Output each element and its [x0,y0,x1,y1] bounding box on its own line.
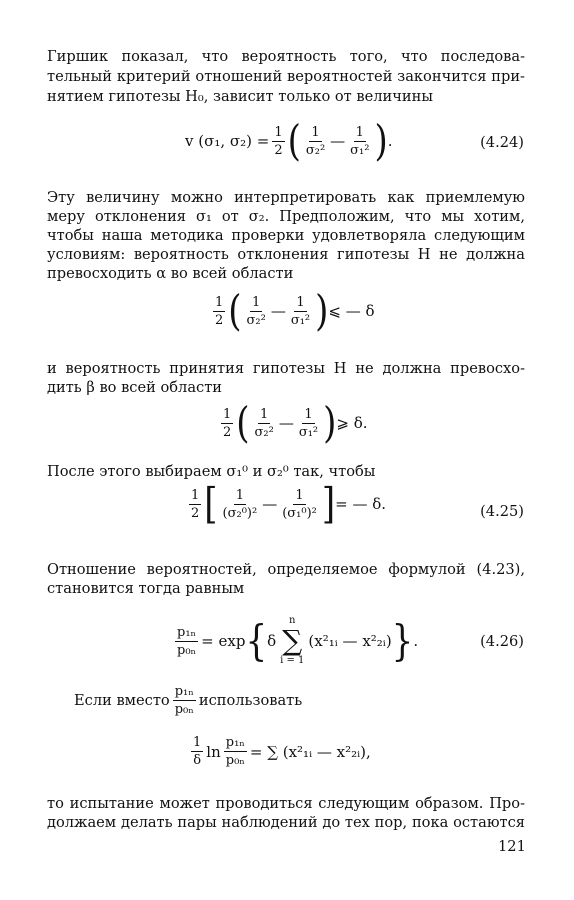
eq-log-ratio [224,735,247,768]
eq-4-25-half-num: 1 [191,487,200,503]
eq-4-26-tail: . [413,632,419,650]
ineq-2-t1-num: 1 [260,406,269,422]
sum-lower-limit: i = 1 [280,655,305,666]
eq-4-26-ratio-num: p₁ₙ [177,624,197,640]
ineq-2-t2-num: 1 [304,406,313,422]
ineq-2-term-2 [297,407,320,440]
ineq-2-t2-den: σ₁² [298,424,319,440]
eq-4-25-t1-den: (σ₂⁰)² [222,505,258,521]
ineq-1-half-den: 2 [215,312,224,328]
paragraph-5-line-2: становится тогда равным [47,580,245,597]
eq-4-26-ratio [175,625,198,658]
ineq-2-minus: — [278,414,294,432]
sigma-symbol: ∑ [282,624,303,657]
ineq-2-half-den: 2 [223,424,232,440]
ineq-1-t2-den: σ₁² [290,312,311,328]
eq-4-25-half-den: 2 [191,505,200,521]
eq-4-24-half-num: 1 [274,124,283,140]
ineq-1-term-1 [245,295,268,328]
paragraph-6-before: Если вместо [74,692,170,709]
equation-4-24 [185,116,393,166]
right-paren: ) [315,286,329,336]
equation-4-25 [186,479,387,529]
equation-number-4-24: (4.24) [480,134,524,151]
eq-4-24-term-2 [348,125,371,158]
paragraph-1-line-3: нятием гипотезы H₀, зависит только от величины [47,88,433,105]
ineq-2-relation: ⩾ δ. [336,414,368,432]
eq-4-24-tail: . [387,132,393,150]
eq-4-26-delta: δ [267,632,277,650]
eq-4-25-term-1 [221,488,260,521]
paragraph-1-line-2: тельный критерий отношений вероятностей закончится при- [47,68,525,85]
eq-4-25-term-2 [280,488,319,521]
ineq-2-half [221,407,233,440]
eq-4-24-t2-num: 1 [355,124,364,140]
ineq-1-half [213,295,225,328]
eq-4-25-t1-num: 1 [235,487,245,503]
paragraph-5-line-1: Отношение вероятностей, определяемое формулой (4.23), [47,561,525,578]
eq-4-24-half [272,125,284,158]
paragraph-6-ratio-num: p₁ₙ [174,684,194,699]
right-paren: ) [323,398,337,448]
eq-log-ratio-den: p₀ₙ [225,753,245,768]
ineq-1-half-num: 1 [215,294,224,310]
right-brace: } [391,616,414,666]
left-paren: ( [228,286,242,336]
paragraph-2-line-2: меру отклонения σ₁ от σ₂. Предположим, что мы хотим, [47,208,525,225]
paragraph-2-line-5: превосходить α во всей области [47,265,294,282]
eq-log-ln: ln [206,742,221,761]
eq-4-26-term: (x²₁ᵢ — x²₂ᵢ) [308,632,392,650]
equation-4-26 [172,615,418,667]
eq-4-24-t1-den: σ₂² [305,142,326,158]
inequality-2 [218,398,368,448]
eq-log-coef [191,735,203,768]
eq-4-24-term-1 [304,125,327,158]
equation-log [188,735,371,768]
paragraph-2-line-4: условиям: вероятность отклонения гипотезы H не должна [47,246,525,263]
eq-4-24-t2-den: σ₁² [350,142,370,158]
ineq-1-relation: ⩽ — δ [328,302,375,320]
eq-4-25-relation: = — δ. [335,495,387,513]
summation [280,615,304,667]
eq-4-26-exp: = exp [201,632,246,650]
sum-upper-limit: n [289,615,296,626]
page-number: 121 [498,838,526,855]
left-brace: { [245,616,268,666]
eq-4-25-minus: — [262,495,278,513]
paragraph-2-line-3: чтобы наша методика проверки удовлетворяла следующим [47,227,525,244]
paragraph-6-after: использовать [198,692,303,709]
eq-4-25-half [189,488,201,521]
eq-log-ratio-num: p₁ₙ [225,735,245,750]
paragraph-2-line-1: Эту величину можно интерпретировать как приемлемую [47,189,525,206]
ineq-1-minus: — [270,302,286,320]
paragraph-6-ratio-den: p₀ₙ [174,702,194,717]
paragraph-4: После этого выбираем σ₁⁰ и σ₂⁰ так, чтобы [47,463,376,480]
left-paren: ( [287,116,301,166]
paragraph-7-line-1: то испытание может проводиться следующим образом. Про- [47,795,525,812]
paragraph-3-line-2: дить β во всей области [47,379,222,396]
eq-4-24-lhs: v (σ₁, σ₂) = [185,132,270,150]
paragraph-3-line-1: и вероятность принятия гипотезы H не должна превосхо- [47,360,525,377]
eq-log-rhs: = ∑ (x²₁ᵢ — x²₂ᵢ), [249,742,371,761]
ineq-1-t2-num: 1 [296,294,305,310]
right-paren: ) [374,116,388,166]
eq-4-25-t2-num: 1 [295,487,304,503]
equation-number-4-26: (4.26) [480,633,524,650]
eq-4-26-ratio-den: p₀ₙ [177,642,197,658]
paragraph-7-line-2: должаем делать пары наблюдений до тех пор, пока остаются [47,814,525,831]
eq-log-coef-num: 1 [193,735,202,750]
ineq-1-t1-den: σ₂² [246,312,266,328]
paragraph-1-line-1: Гиршик показал, что вероятность того, что последова- [47,48,525,65]
paragraph-6 [74,684,302,717]
left-paren: ( [236,398,250,448]
right-bracket: ] [321,479,336,529]
ineq-1-term-2 [289,295,312,328]
paragraph-6-ratio [173,684,196,717]
eq-4-25-t2-den: (σ₁⁰)² [282,505,317,521]
eq-4-24-minus: — [330,132,346,150]
left-bracket: [ [204,479,218,529]
equation-number-4-25: (4.25) [480,503,524,520]
eq-4-24-half-den: 2 [274,142,283,158]
ineq-2-term-1 [253,407,276,440]
eq-log-coef-den: δ [193,753,202,768]
ineq-2-t1-den: σ₂² [254,424,274,440]
ineq-1-t1-num: 1 [252,294,261,310]
eq-4-24-t1-num: 1 [311,124,320,140]
inequality-1 [210,286,375,336]
ineq-2-half-num: 1 [223,406,232,422]
